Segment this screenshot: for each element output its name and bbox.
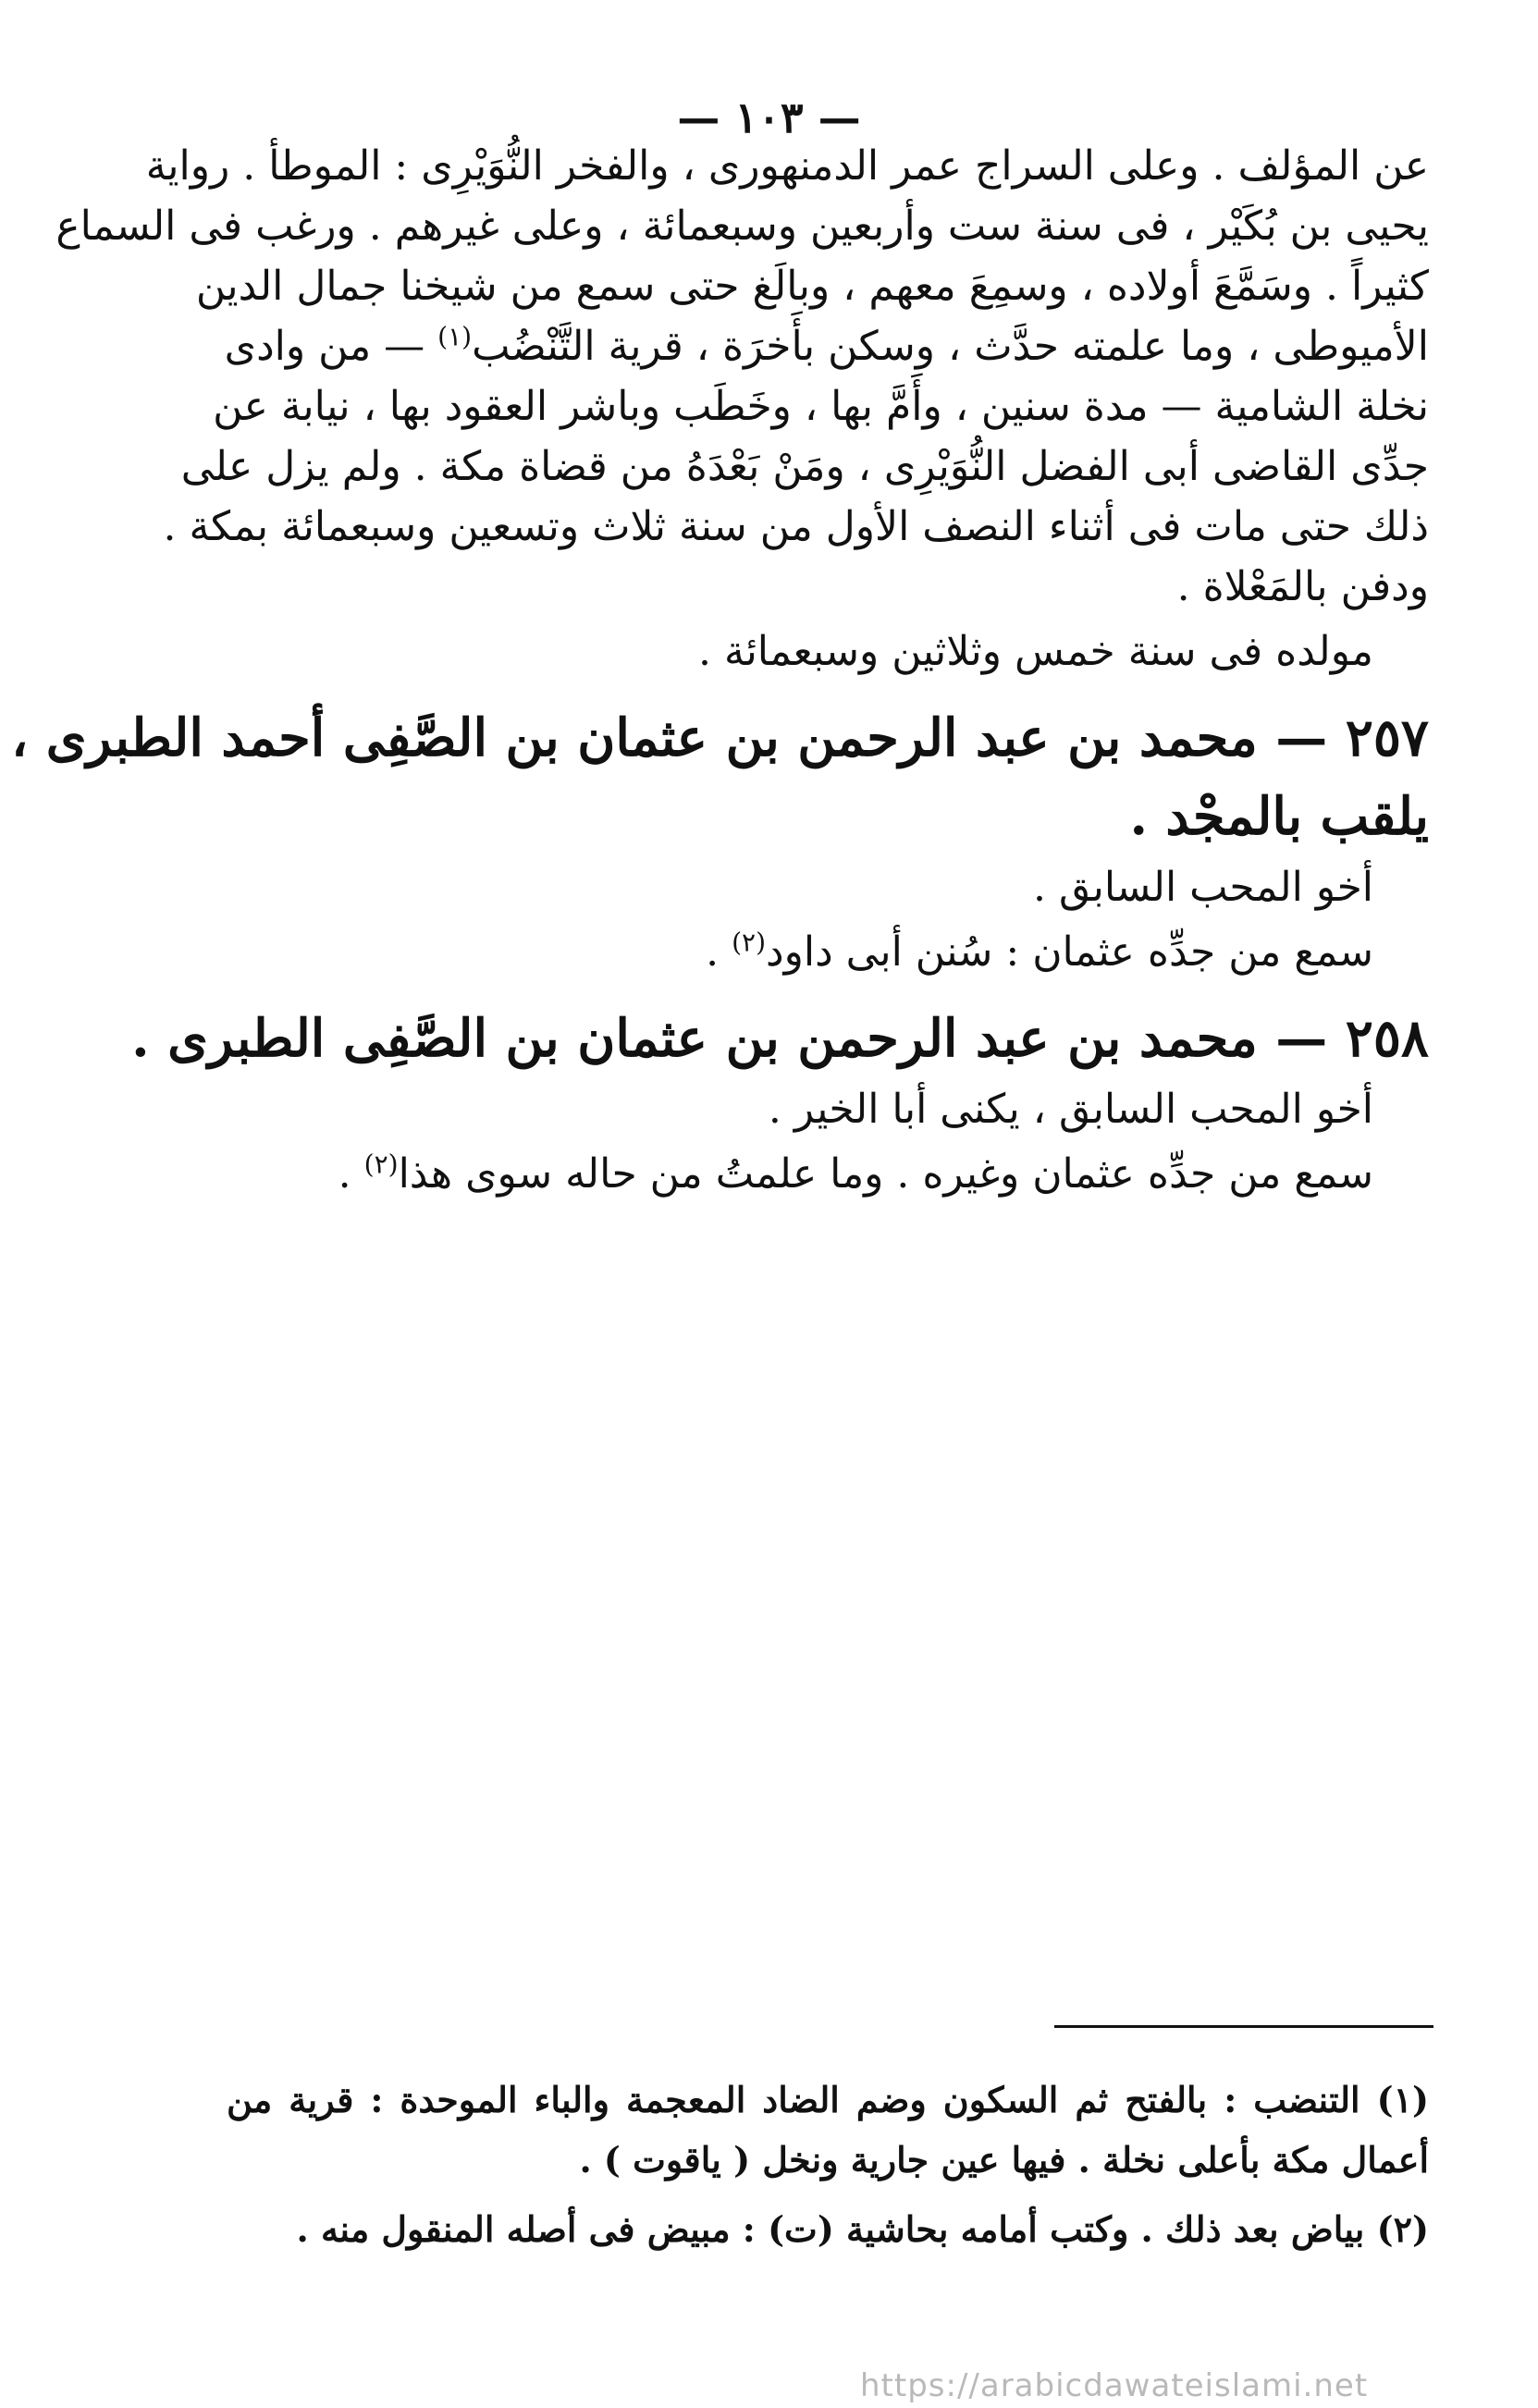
text-line: عن المؤلف . وعلى السراج عمر الدمنهورى ، والفخر النُّوَيْرِى : الموطأ . رواية — [145, 142, 1429, 190]
page-number: — ١٠٣ — — [677, 92, 861, 142]
text-line: نخلة الشامية — مدة سنين ، وأَمَّ بها ، وخَطَب وباشر العقود بها ، نيابة عن — [213, 383, 1429, 430]
text-segment: . — [706, 928, 720, 976]
text-segment: سمع من جدِّه عثمان : سُنن أبى داود — [766, 928, 1373, 976]
text-line: يحيى بن بُكَيْر ، فى سنة ست وأربعين وسبعمائة ، وعلى غيرهم . ورغب فى السماع — [55, 203, 1429, 250]
text-segment: — من وادى — [224, 323, 425, 370]
entry-heading-257-continued: يلقب بالمجْد . — [1129, 786, 1429, 847]
entry-title: محمد بن عبد الرحمن بن عثمان بن الصَّفِى الطبرى . — [131, 1008, 1258, 1069]
text-segment: . — [338, 1150, 351, 1198]
footnote-ref: (٢) — [363, 1149, 399, 1180]
entry-dash: — — [1275, 707, 1328, 768]
footnote-ref: (٢) — [732, 927, 766, 958]
birth-note: مولده فى سنة خمس وثلاثين وسبعمائة . — [698, 628, 1373, 675]
footnote-2: (٢) بياض بعد ذلك . وكتب أمامه بحاشية (ت) : مبيض فى أصله المنقول منه . — [296, 2208, 1429, 2250]
footnote-1-continued: أعمال مكة بأعلى نخلة . فيها عين جارية ونخل ( ياقوت ) . — [579, 2139, 1429, 2181]
text-line: جدِّى القاضى أبى الفضل النُّوَيْرِى ، ومَنْ بَعْدَهُ من قضاة مكة . ولم يزل على — [180, 443, 1429, 490]
text-segment: سمع من جدِّه عثمان وغيره . وما علمتُ من حاله سوى هذا — [398, 1150, 1373, 1198]
entry-line — [227, 925, 1373, 980]
footnote-1: (١) التنضب : بالفتح ثم السكون وضم الضاد المعجمة والباء الموحدة : قرية من — [227, 2079, 1429, 2120]
entry-dash: — — [1275, 1008, 1328, 1069]
footnote-divider — [1054, 2025, 1433, 2028]
entry-number: ٢٥٧ — [1345, 707, 1429, 768]
text-line: ودفن بالمَعْلاة . — [1176, 563, 1429, 610]
text-line — [224, 319, 1429, 375]
text-line: كثيراً . وسَمَّعَ أولاده ، وسمِعَ معهم ، وبالَغ حتى سمع من شيخنا جمال الدين — [195, 263, 1429, 310]
entry-line — [227, 1147, 1373, 1202]
text-line: ذلك حتى مات فى أثناء النصف الأول من سنة ثلاث وتسعين وسبعمائة بمكة . — [163, 503, 1429, 550]
footnote-ref: (١) — [437, 321, 473, 352]
text-segment: الأميوطى ، وما علمته حدَّث ، وسكن بأَخرَة ، قرية التَّنْضُب — [472, 323, 1429, 370]
entry-line: أخو المحب السابق ، يكنى أبا الخير . — [768, 1086, 1373, 1133]
watermark-url: https://arabicdawateislami.net — [860, 2367, 1369, 2404]
entry-heading-257 — [11, 703, 1429, 773]
entry-number: ٢٥٨ — [1345, 1008, 1429, 1069]
entry-title: محمد بن عبد الرحمن بن عثمان بن الصَّفِى أحمد الطبرى ، — [11, 707, 1258, 768]
entry-heading-258 — [131, 1003, 1429, 1074]
entry-line: أخو المحب السابق . — [1032, 864, 1373, 911]
